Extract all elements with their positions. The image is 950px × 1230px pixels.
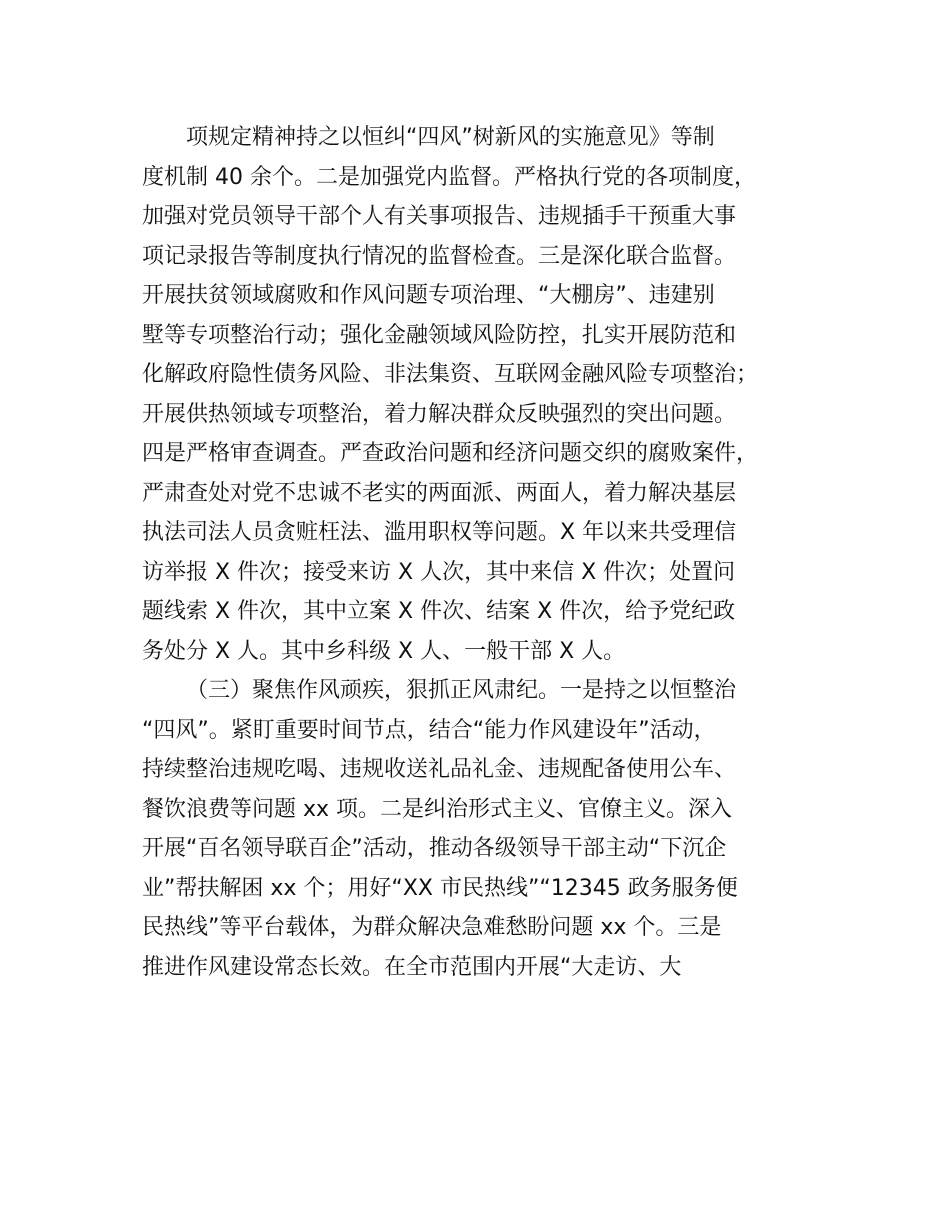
text-line: 开展供热领域专项整治，着力解决群众反映强烈的突出问题。	[142, 401, 737, 427]
text-line: 度机制 40 余个。二是加强党内监督。严格执行党的各项制度，	[142, 164, 756, 190]
text-line: 项规定精神持之以恒纠“四风”树新风的实施意见》等制	[186, 125, 715, 150]
text-line: 推进作风建设常态长效。在全市范围内开展“大走访、大	[142, 954, 682, 980]
text-line: 墅等专项整治行动；强化金融领域风险防控，扎实开展防范和	[142, 322, 737, 348]
text-line: 化解政府隐性债务风险、非法集资、互联网金融风险专项整治；	[142, 362, 759, 387]
text-line: 四是严格审查调查。严查政治问题和经济问题交织的腐败案件，	[142, 441, 759, 466]
text-line: 餐饮浪费等问题 xx 项。二是纠治形式主义、官僚主义。深入	[142, 796, 733, 822]
section-heading-line: （三）聚焦作风顽疾，狠抓正风肃纪。一是持之以恒整治	[186, 678, 737, 703]
text-line: 开展扶贫领域腐败和作风问题专项治理、“大棚房”、违建别	[142, 283, 715, 308]
text-line: 加强对党员领导干部个人有关事项报告、违规插手干预重大事	[142, 204, 737, 229]
text-line: 执法司法人员贪赃枉法、滥用职权等问题。X 年以来共受理信	[142, 520, 737, 545]
text-line: 访举报 X 件次；接受来访 X 人次，其中来信 X 件次；处置问	[142, 559, 736, 585]
text-line: 业”帮扶解困 xx 个；用好“XX 市民热线”“12345 政务服务便	[142, 875, 738, 901]
text-line: 严肃查处对党不忠诚不老实的两面派、两面人，着力解决基层	[142, 480, 737, 506]
text-line: 题线索 X 件次，其中立案 X 件次、结案 X 件次，给予党纪政	[142, 599, 736, 624]
text-line: 务处分 X 人。其中乡科级 X 人、一般干部 X 人。	[142, 638, 626, 664]
text-line: 民热线”等平台载体，为群众解决急难愁盼问题 xx 个。三是	[142, 915, 722, 940]
text-line: 项记录报告等制度执行情况的监督检查。三是深化联合监督。	[142, 243, 737, 269]
text-line: 开展“百名领导联百企”活动，推动各级领导干部主动“下沉企	[142, 836, 727, 861]
text-line: “四风”。紧盯重要时间节点，结合“能力作风建设年”活动，	[142, 717, 716, 743]
text-line: 持续整治违规吃喝、违规收送礼品礼金、违规配备使用公车、	[142, 757, 737, 782]
body-text	[142, 118, 842, 987]
